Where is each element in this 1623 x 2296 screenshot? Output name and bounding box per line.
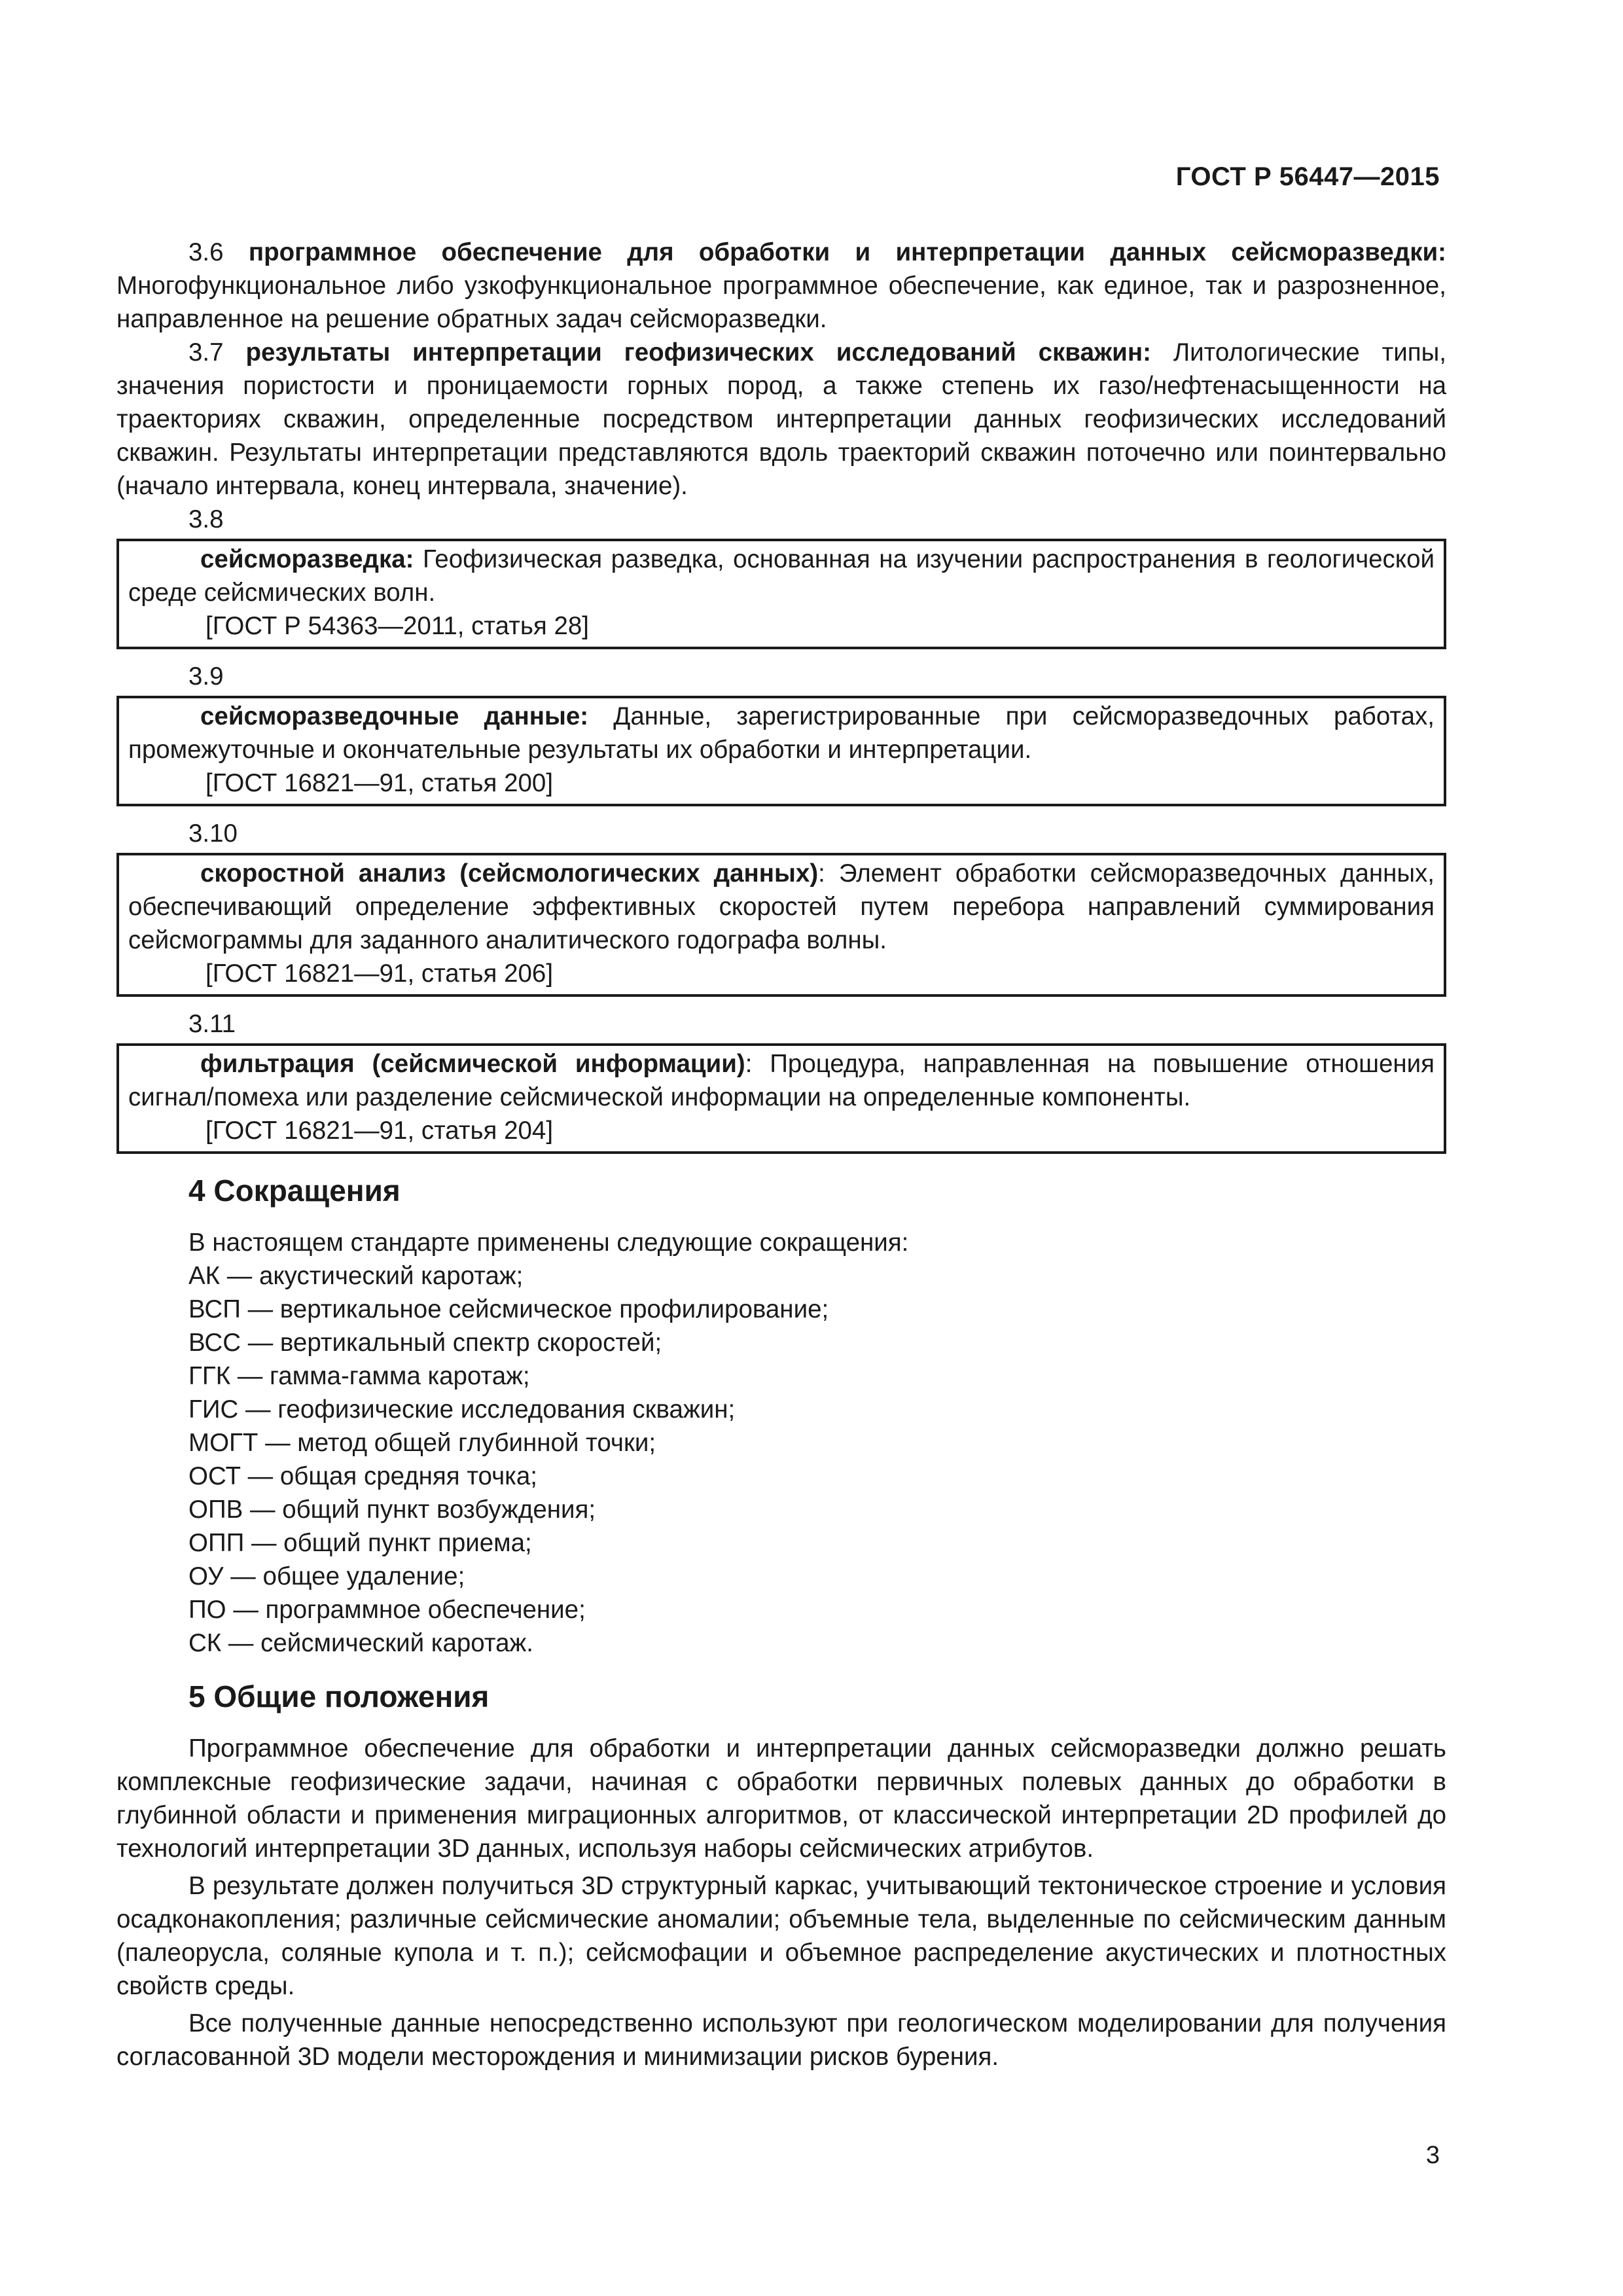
term-3-7 xyxy=(116,336,1446,503)
term-entry xyxy=(128,857,1435,957)
term-box-3-8 xyxy=(116,539,1446,649)
term-number: 3.7 xyxy=(188,338,224,367)
abbreviation-item: ОПП — общий пункт приема; xyxy=(188,1529,532,1557)
term-title: скоростной анализ (сейсмологических данных) xyxy=(200,859,819,888)
term-number-3-10: 3.10 xyxy=(188,819,238,848)
abbreviations-intro: В настоящем стандарте применены следующие сокращения: xyxy=(188,1229,909,1257)
abbreviation-item: АК — акустический каротаж; xyxy=(188,1262,524,1290)
term-number-3-9: 3.9 xyxy=(188,662,224,691)
abbreviation-item: ОПВ — общий пункт возбуждения; xyxy=(188,1496,596,1524)
term-definition: Геофизическая разведка, основанная на изучении распространения в геологической среде сейсмических волн. xyxy=(128,545,1435,607)
abbreviation-item: ПО — программное обеспечение; xyxy=(188,1596,586,1624)
abbreviation-item: ОСТ — общая средняя точка; xyxy=(188,1462,537,1490)
body-paragraph: Программное обеспечение для обработки и интерпретации данных сейсморазведки должно решать комплексные геофизические задачи, начиная с обработки первичных полевых данных до обработки в глубинной области и применения миграционных алгоритмов, от классической интерпретации 2D профилей до технологий интерпретации 3D данных, используя наборы сейсмических атрибутов. xyxy=(116,1734,1446,1863)
section-4-heading: 4 Сокращения xyxy=(188,1174,401,1208)
page-content xyxy=(116,236,1446,2073)
term-number: 3.6 xyxy=(188,238,224,266)
term-source: [ГОСТ 16821—91, статья 206] xyxy=(205,960,554,988)
term-box-3-9 xyxy=(116,696,1446,806)
abbreviation-item: ОУ — общее удаление; xyxy=(188,1562,465,1590)
term-source: [ГОСТ 16821—91, статья 200] xyxy=(205,769,554,797)
term-title: результаты интерпретации геофизических исследований скважин: xyxy=(245,338,1151,367)
abbreviation-item: ГГК — гамма-гамма каротаж; xyxy=(188,1362,530,1390)
term-number-3-8: 3.8 xyxy=(188,505,224,533)
abbreviation-item: ГИС — геофизические исследования скважин; xyxy=(188,1395,736,1424)
term-definition: : Элемент обработки сейсморазведочных данных, обеспечивающий определение эффективных скоростей путем перебора направлений суммирования сейсмограммы для заданного аналитического годографа волны. xyxy=(128,859,1435,954)
term-box-3-11 xyxy=(116,1043,1446,1154)
document-code-header: ГОСТ Р 56447—2015 xyxy=(1175,162,1440,191)
abbreviations-list xyxy=(116,1259,1446,1660)
term-title: программное обеспечение для обработки и интерпретации данных сейсморазведки: xyxy=(248,238,1447,266)
page-number: 3 xyxy=(1425,2142,1440,2169)
abbreviation-item: СК — сейсмический каротаж. xyxy=(188,1629,533,1657)
term-definition: Литологические типы, значения пористости и проницаемости горных пород, а также степень их газо/нефтенасыщенности на траекториях скважин, определенные посредством интерпретации данных геофизических исследований скважин. Результаты интерпретации представляются вдоль траекторий скважин поточечно или поинтервально (начало интервала, конец интервала, значение). xyxy=(116,338,1446,500)
term-source: [ГОСТ Р 54363—2011, статья 28] xyxy=(205,612,589,640)
abbreviation-item: МОГТ — метод общей глубинной точки; xyxy=(188,1429,656,1457)
term-title: фильтрация (сейсмической информации) xyxy=(200,1050,745,1078)
body-paragraph: Все полученные данные непосредственно используют при геологическом моделировании для получения согласованной 3D модели месторождения и минимизации рисков бурения. xyxy=(116,2009,1446,2071)
term-title: сейсморазведка: xyxy=(200,545,414,573)
term-definition: : Процедура, направленная на повышение отношения сигнал/помеха или разделение сейсмической информации на определенные компоненты. xyxy=(128,1050,1435,1111)
term-number-3-11: 3.11 xyxy=(188,1010,236,1038)
term-source: [ГОСТ 16821—91, статья 204] xyxy=(205,1117,554,1145)
body-paragraph: В результате должен получиться 3D структурный каркас, учитывающий тектоническое строение и условия осадконакопления; различные сейсмические аномалии; объемные тела, выделенные по сейсмическим данным (палеорусла, соляные купола и т. п.); сейсмофации и объемное распределение акустических и плотностных свойств среды. xyxy=(116,1872,1446,2000)
term-definition: Многофункциональное либо узкофункциональное программное обеспечение, как единое, так и разрозненное, направленное на решение обратных задач сейсморазведки. xyxy=(116,272,1446,333)
term-entry xyxy=(128,543,1435,609)
term-title: сейсморазведочные данные: xyxy=(200,702,589,730)
term-entry xyxy=(128,1047,1435,1114)
term-3-6 xyxy=(116,236,1446,336)
term-entry xyxy=(128,700,1435,766)
abbreviation-item: ВСП — вертикальное сейсмическое профилирование; xyxy=(188,1295,829,1323)
abbreviation-item: ВСС — вертикальный спектр скоростей; xyxy=(188,1329,662,1357)
term-box-3-10 xyxy=(116,853,1446,997)
term-definition: Данные, зарегистрированные при сейсморазведочных работах, промежуточные и окончательные результаты их обработки и интерпретации. xyxy=(128,702,1435,764)
section-5-heading: 5 Общие положения xyxy=(188,1679,490,1713)
